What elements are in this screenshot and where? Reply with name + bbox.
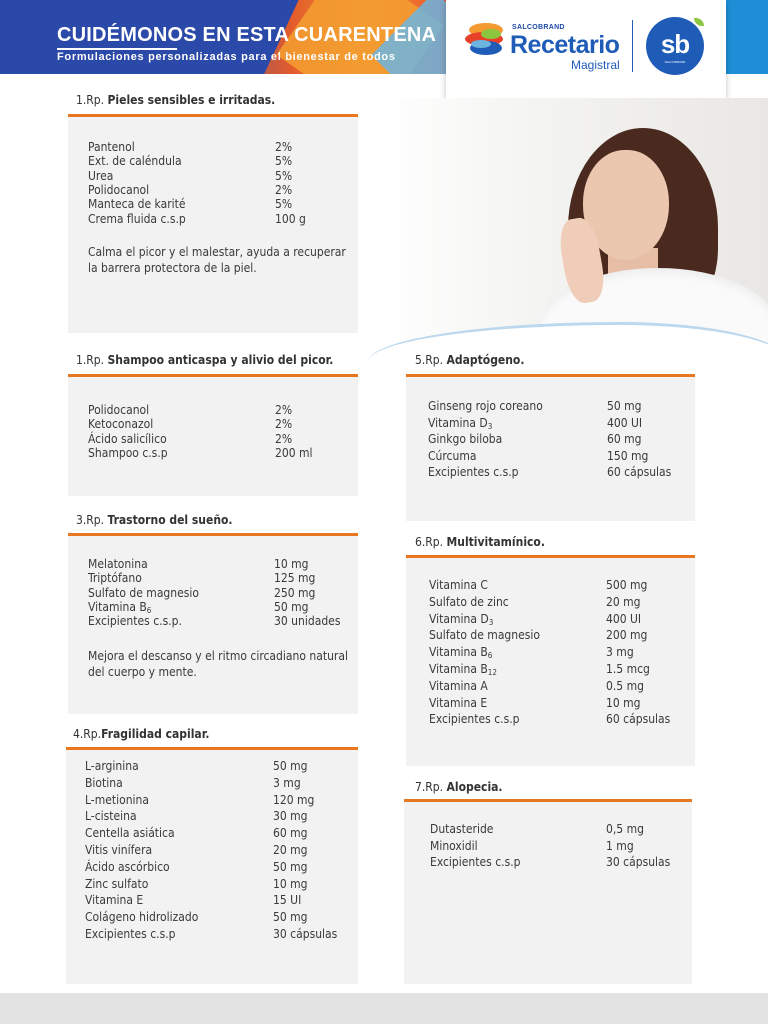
page-title: CUIDÉMONOS EN ESTA CUARENTENA xyxy=(57,24,437,46)
ingredient-name xyxy=(428,399,543,413)
formula-number: 6.Rp. xyxy=(415,535,447,549)
ingredient-name xyxy=(429,628,540,642)
formula-number: 3.Rp. xyxy=(76,513,108,527)
ingredient-amount: 100 g xyxy=(275,211,306,226)
ingredient-text: Sulfato de zinc xyxy=(429,594,509,609)
ingredient-text: Vitamina B xyxy=(429,662,488,676)
ingredient-amount: 2% xyxy=(275,431,293,446)
ingredient-text: Polidocanol xyxy=(88,403,150,417)
formula-accent-rule xyxy=(68,114,358,117)
ingredient-amount: 120 mg xyxy=(273,792,315,807)
ingredient-text: Vitamina B xyxy=(429,645,488,660)
ingredient-text: Cúrcuma xyxy=(428,448,477,463)
ingredient-text: Colágeno hidrolizado xyxy=(85,910,199,925)
formula-note: Mejora el descanso y el ritmo circadiano natural xyxy=(88,649,348,663)
ingredient-text: Excipientes c.s.p xyxy=(85,927,176,941)
ingredient-subscript: 3 xyxy=(488,617,494,627)
ingredient-name xyxy=(88,432,167,446)
ingredient-text: Excipientes c.s.p. xyxy=(88,614,182,629)
ingredient-name xyxy=(88,446,168,460)
ingredient-name xyxy=(429,696,487,710)
formula-number: 4.Rp. xyxy=(73,727,102,741)
ingredient-text: Sulfato de magnesio xyxy=(88,585,200,600)
ingredient-text: Dutasteride xyxy=(430,822,494,836)
ingredient-amount: 0.5 mg xyxy=(606,678,644,693)
formula-name: Alopecia. xyxy=(446,780,503,794)
ingredient-name xyxy=(85,860,170,874)
ingredient-amount: 60 cápsulas xyxy=(606,712,671,727)
sb-badge-caption: SALCOBRAND xyxy=(664,60,686,64)
ingredient-amount: 2% xyxy=(275,417,293,432)
ingredient-name xyxy=(88,557,148,571)
ingredient-amount: 15 UI xyxy=(273,893,302,908)
ingredient-name xyxy=(85,893,143,907)
ingredient-text: Ginseng rojo coreano xyxy=(428,399,543,413)
logo-name-text: Recetario xyxy=(510,31,620,59)
ingredient-name xyxy=(429,679,488,693)
formula-note: la barrera protectora de la piel. xyxy=(88,261,257,275)
ingredient-text: Ácido ascórbico xyxy=(85,859,170,874)
ingredient-amount: 3 mg xyxy=(273,775,301,790)
ingredient-name xyxy=(88,169,113,183)
ingredient-text: L-metionina xyxy=(85,792,149,807)
ingredient-amount: 10 mg xyxy=(274,557,309,571)
ingredient-text: Vitis vinífera xyxy=(85,843,153,857)
logo-sub-text: Magistral xyxy=(571,58,620,72)
ingredient-amount: 50 mg xyxy=(273,910,308,925)
recetario-logo-icon xyxy=(464,20,508,58)
ingredient-name xyxy=(85,759,139,773)
ingredient-name xyxy=(429,612,493,630)
formula-name: Multivitamínico. xyxy=(446,535,545,549)
page-subtitle: Formulaciones personalizadas para el bienestar de todos xyxy=(57,51,396,63)
ingredient-name xyxy=(88,140,135,154)
ingredient-amount: 3 mg xyxy=(606,645,634,660)
formula-name: Adaptógeno. xyxy=(446,353,525,367)
ingredient-name xyxy=(88,212,186,226)
ingredient-text: Centella asiática xyxy=(85,826,175,841)
ingredient-text: Crema fluida c.s.p xyxy=(88,211,186,226)
ingredient-name xyxy=(429,662,497,680)
formula-title xyxy=(76,513,233,527)
formula-title xyxy=(76,353,333,367)
ingredient-amount: 400 UI xyxy=(607,415,643,430)
ingredient-name xyxy=(88,183,149,197)
ingredient-name xyxy=(88,403,149,417)
ingredient-subscript: 12 xyxy=(487,668,497,677)
ingredient-text: Manteca de karité xyxy=(88,197,186,212)
formula-name: Fragilidad capilar. xyxy=(101,727,210,741)
ingredient-amount: 30 mg xyxy=(273,809,308,824)
ingredient-text: Shampoo c.s.p xyxy=(88,445,168,460)
ingredient-amount: 2% xyxy=(275,182,293,197)
ingredient-text: Ginkgo biloba xyxy=(428,432,503,447)
ingredient-amount: 10 mg xyxy=(273,876,308,891)
ingredient-name xyxy=(429,712,519,726)
ingredient-amount: 50 mg xyxy=(274,599,309,614)
ingredient-amount: 1.5 mcg xyxy=(606,662,650,676)
ingredient-text: Vitamina E xyxy=(85,893,144,908)
ingredient-text: Biotina xyxy=(85,775,123,790)
ingredient-text: Minoxidil xyxy=(430,838,478,853)
formula-accent-rule xyxy=(68,533,358,536)
ingredient-name xyxy=(88,586,199,600)
formula-name: Trastorno del sueño. xyxy=(107,513,233,527)
ingredient-name xyxy=(428,449,476,463)
formula-title xyxy=(76,93,275,107)
woman-photo xyxy=(378,98,768,348)
ingredient-amount: 30 cápsulas xyxy=(273,927,338,941)
ingredient-text: Vitamina E xyxy=(429,695,488,710)
ingredient-amount: 125 mg xyxy=(274,571,316,586)
ingredient-text: Pantenol xyxy=(88,140,135,154)
formula-accent-rule xyxy=(66,747,358,750)
ingredient-name xyxy=(85,776,123,790)
ingredient-amount: 50 mg xyxy=(273,859,308,874)
ingredient-name xyxy=(85,826,175,840)
ingredient-amount: 10 mg xyxy=(606,695,641,710)
formula-title xyxy=(73,727,209,741)
formula-note: del cuerpo y mente. xyxy=(88,665,197,679)
ingredient-text: Polidocanol xyxy=(88,182,150,197)
ingredient-amount: 30 unidades xyxy=(274,614,341,629)
ingredient-text: Ext. de caléndula xyxy=(88,154,182,169)
ingredient-name xyxy=(430,822,493,836)
ingredient-name xyxy=(85,809,137,823)
formula-accent-rule xyxy=(68,374,358,377)
ingredient-text: Vitamina D xyxy=(429,611,489,626)
ingredient-text: Vitamina C xyxy=(429,578,488,592)
ingredient-amount: 400 UI xyxy=(606,611,642,626)
logo-brand-text: SALCOBRAND xyxy=(512,24,565,31)
formula-number: 1.Rp. xyxy=(76,93,108,107)
ingredient-text: Vitamina B xyxy=(88,599,147,614)
ingredient-name xyxy=(430,855,520,869)
ingredient-name xyxy=(85,910,198,924)
ingredient-name xyxy=(430,839,478,853)
ingredient-name xyxy=(85,927,175,941)
ingredient-amount: 30 cápsulas xyxy=(606,855,671,870)
ingredient-name xyxy=(88,614,182,628)
ingredient-name xyxy=(88,417,153,431)
ingredient-amount: 5% xyxy=(275,168,293,183)
ingredient-text: Excipientes c.s.p xyxy=(429,712,520,727)
formula-accent-rule xyxy=(406,374,695,377)
ingredient-text: L-arginina xyxy=(85,759,139,773)
ingredient-amount: 60 mg xyxy=(273,826,308,841)
ingredient-amount: 500 mg xyxy=(606,578,648,592)
ingredient-amount: 20 mg xyxy=(606,594,641,609)
ingredient-amount: 1 mg xyxy=(606,838,634,853)
ingredient-name xyxy=(428,432,502,446)
logo-divider xyxy=(632,20,633,72)
ingredient-amount: 5% xyxy=(275,197,293,212)
ingredient-text: Vitamina D xyxy=(428,415,488,430)
ingredient-amount: 5% xyxy=(275,154,293,169)
ingredient-amount: 2% xyxy=(275,140,293,154)
ingredient-amount: 50 mg xyxy=(607,399,642,413)
formula-title xyxy=(415,353,524,367)
ingredient-name xyxy=(85,843,152,857)
ingredient-name xyxy=(429,595,509,609)
ingredient-text: Ketoconazol xyxy=(88,417,154,432)
ingredient-amount: 200 mg xyxy=(606,628,648,643)
ingredient-amount: 150 mg xyxy=(607,448,649,463)
brand-logo-card xyxy=(446,0,726,98)
ingredient-text: Vitamina A xyxy=(429,678,488,693)
footer-band xyxy=(0,993,768,1024)
ingredient-subscript: 6 xyxy=(487,651,493,661)
formula-title xyxy=(415,780,503,794)
formula-number: 5.Rp. xyxy=(415,353,447,367)
ingredient-name xyxy=(88,154,182,168)
ingredient-amount: 60 cápsulas xyxy=(607,465,672,480)
ingredient-amount: 2% xyxy=(275,403,293,417)
ingredient-text: Ácido salicílico xyxy=(88,431,167,446)
ingredient-text: Triptófano xyxy=(88,571,142,586)
ingredient-text: Urea xyxy=(88,168,114,183)
formula-number: 1.Rp. xyxy=(76,353,108,367)
ingredient-name xyxy=(429,645,492,663)
ingredient-amount: 250 mg xyxy=(274,585,316,600)
ingredient-name xyxy=(428,416,492,434)
ingredient-amount: 20 mg xyxy=(273,843,308,857)
sb-badge-icon: sb xyxy=(646,17,704,75)
title-underline xyxy=(57,48,177,50)
ingredient-text: Sulfato de magnesio xyxy=(429,628,541,643)
ingredient-name xyxy=(85,877,148,891)
ingredient-subscript: 6 xyxy=(146,605,152,615)
ingredient-name xyxy=(88,571,142,585)
ingredient-amount: 0,5 mg xyxy=(606,822,644,836)
ingredient-name xyxy=(85,793,149,807)
ingredient-text: L-cisteina xyxy=(85,809,137,824)
ingredient-name xyxy=(428,465,518,479)
formula-number: 7.Rp. xyxy=(415,780,447,794)
formula-name: Shampoo anticaspa y alivio del picor. xyxy=(107,353,334,367)
ingredient-text: Melatonina xyxy=(88,557,148,571)
formula-note: Calma el picor y el malestar, ayuda a recuperar xyxy=(88,245,346,259)
ingredient-amount: 60 mg xyxy=(607,432,642,447)
ingredient-subscript: 3 xyxy=(487,421,493,431)
ingredient-amount: 200 ml xyxy=(275,445,313,460)
formula-name: Pieles sensibles e irritadas. xyxy=(107,93,276,107)
formula-accent-rule xyxy=(404,799,692,802)
formula-title xyxy=(415,535,545,549)
ingredient-text: Excipientes c.s.p xyxy=(428,465,519,480)
ingredient-name xyxy=(429,578,488,592)
formula-accent-rule xyxy=(406,555,695,558)
ingredient-text: Zinc sulfato xyxy=(85,876,149,891)
ingredient-text: Excipientes c.s.p xyxy=(430,855,521,870)
ingredient-amount: 50 mg xyxy=(273,759,308,773)
ingredient-name xyxy=(88,197,186,211)
